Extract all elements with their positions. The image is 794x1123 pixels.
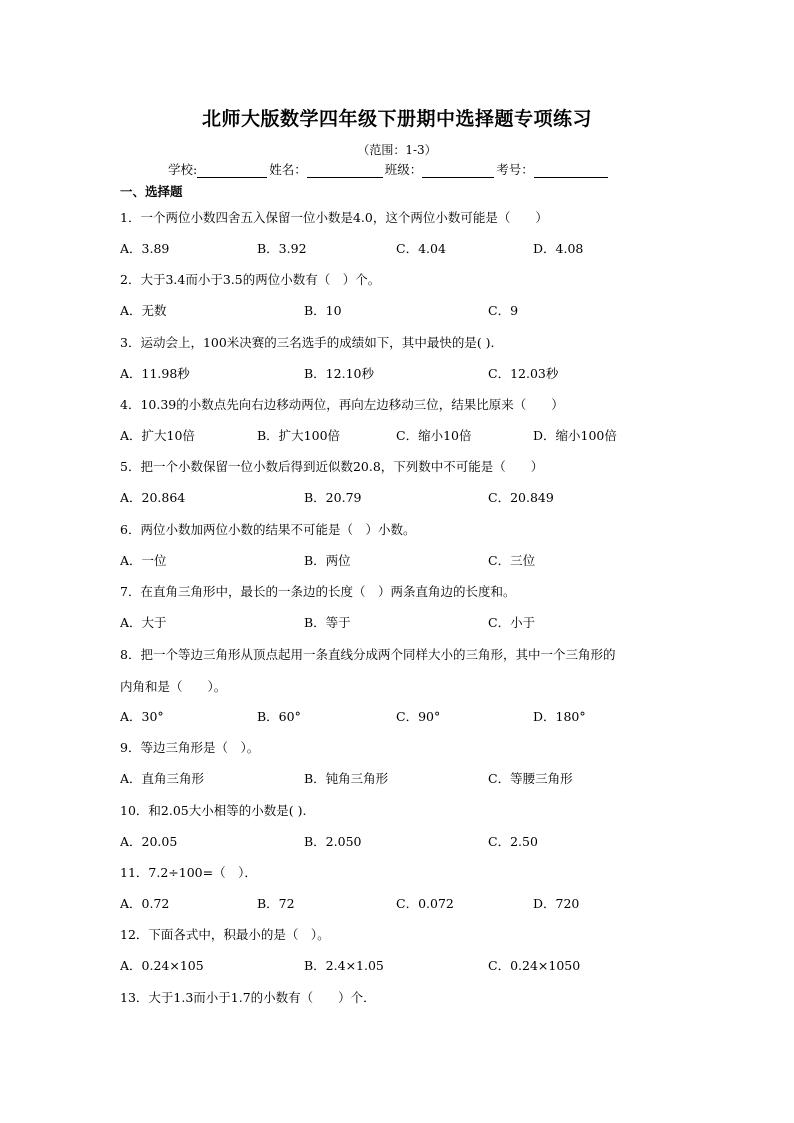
school-blank [197, 163, 267, 178]
question-6: 6．两位小数加两位小数的结果不可能是（ ）小数。 [120, 522, 416, 537]
question-5: 5．把一个小数保留一位小数后得到近似数20.8，下列数中不可能是（ ） [120, 459, 544, 474]
student-info-row [168, 160, 610, 178]
question-12: 12．下面各式中，积最小的是（ ）。 [120, 927, 330, 942]
option-9a: A．直角三角形 [120, 771, 205, 786]
option-3b: B．12.10秒 [304, 366, 374, 381]
option-11a: A．0.72 [120, 896, 170, 911]
question-9: 9．等边三角形是（ ）。 [120, 740, 260, 755]
option-6c: C．三位 [488, 553, 536, 568]
question-2: 2．大于3.4而小于3.5的两位小数有（ ）个。 [120, 272, 381, 287]
question-8: 8．把一个等边三角形从顶点起用一条直线分成两个同样大小的三角形，其中一个三角形的 [120, 647, 616, 662]
number-blank [534, 163, 608, 178]
option-8c: C．90° [396, 709, 441, 724]
option-12b: B．2.4×1.05 [304, 958, 384, 973]
option-12a: A．0.24×105 [120, 958, 204, 973]
option-8a: A．30° [120, 709, 164, 724]
option-4a: A．扩大10倍 [120, 428, 195, 443]
question-13: 13．大于1.3而小于1.7的小数有（ ）个． [120, 990, 376, 1005]
option-6a: A．一位 [120, 553, 167, 568]
option-4c: C．缩小10倍 [396, 428, 472, 443]
option-1b: B．3.92 [257, 241, 307, 256]
option-6b: B．两位 [304, 553, 351, 568]
name-blank [307, 163, 383, 178]
page-subtitle: （范围：1-3） [357, 143, 437, 157]
option-5b: B．20.79 [304, 490, 362, 505]
question-8-continued: 内角和是（ ）。 [120, 679, 227, 694]
option-4d: D．缩小100倍 [533, 428, 617, 443]
option-1a: A．3.89 [120, 241, 170, 256]
option-2b: B．10 [304, 303, 342, 318]
option-10a: A．20.05 [120, 834, 178, 849]
option-1d: D．4.08 [533, 241, 584, 256]
question-10: 10．和2.05大小相等的小数是( ). [120, 803, 307, 818]
option-7b: B．等于 [304, 615, 351, 630]
class-blank [422, 163, 494, 178]
option-2a: A．无数 [120, 303, 167, 318]
option-7c: C．小于 [488, 615, 536, 630]
school-label: 学校: [168, 162, 198, 177]
option-9b: B．钝角三角形 [304, 771, 389, 786]
option-2c: C．9 [488, 303, 519, 318]
option-7a: A．大于 [120, 615, 167, 630]
option-3a: A．11.98秒 [120, 366, 190, 381]
option-8b: B．60° [257, 709, 301, 724]
name-label: 姓名： [269, 162, 307, 177]
question-3: 3．运动会上，100米决赛的三名选手的成绩如下，其中最快的是( ). [120, 335, 495, 350]
option-3c: C．12.03秒 [488, 366, 559, 381]
question-11: 11．7.2÷100=（ ）． [120, 865, 257, 880]
page-title: 北师大版数学四年级下册期中选择题专项练习 [201, 108, 592, 130]
option-4b: B．扩大100倍 [257, 428, 341, 443]
option-5c: C．20.849 [488, 490, 554, 505]
option-8d: D．180° [533, 709, 586, 724]
question-7: 7．在直角三角形中，最长的一条边的长度（ ）两条直角边的长度和。 [120, 584, 516, 599]
option-11d: D．720 [533, 896, 580, 911]
question-4: 4．10.39的小数点先向右边移动两位，再向左边移动三位，结果比原来（ ） [120, 397, 564, 412]
option-10c: C．2.50 [488, 834, 538, 849]
section-title: 一、选择题 [120, 184, 183, 199]
option-11b: B．72 [257, 896, 295, 911]
option-10b: B．2.050 [304, 834, 362, 849]
option-5a: A．20.864 [120, 490, 186, 505]
number-label: 考号： [496, 162, 534, 177]
option-12c: C．0.24×1050 [488, 958, 581, 973]
question-1: 1．一个两位小数四舍五入保留一位小数是4.0，这个两位小数可能是（ ） [120, 210, 548, 225]
option-9c: C．等腰三角形 [488, 771, 573, 786]
option-1c: C．4.04 [396, 241, 446, 256]
option-11c: C．0.072 [396, 896, 454, 911]
class-label: 班级： [384, 162, 423, 177]
